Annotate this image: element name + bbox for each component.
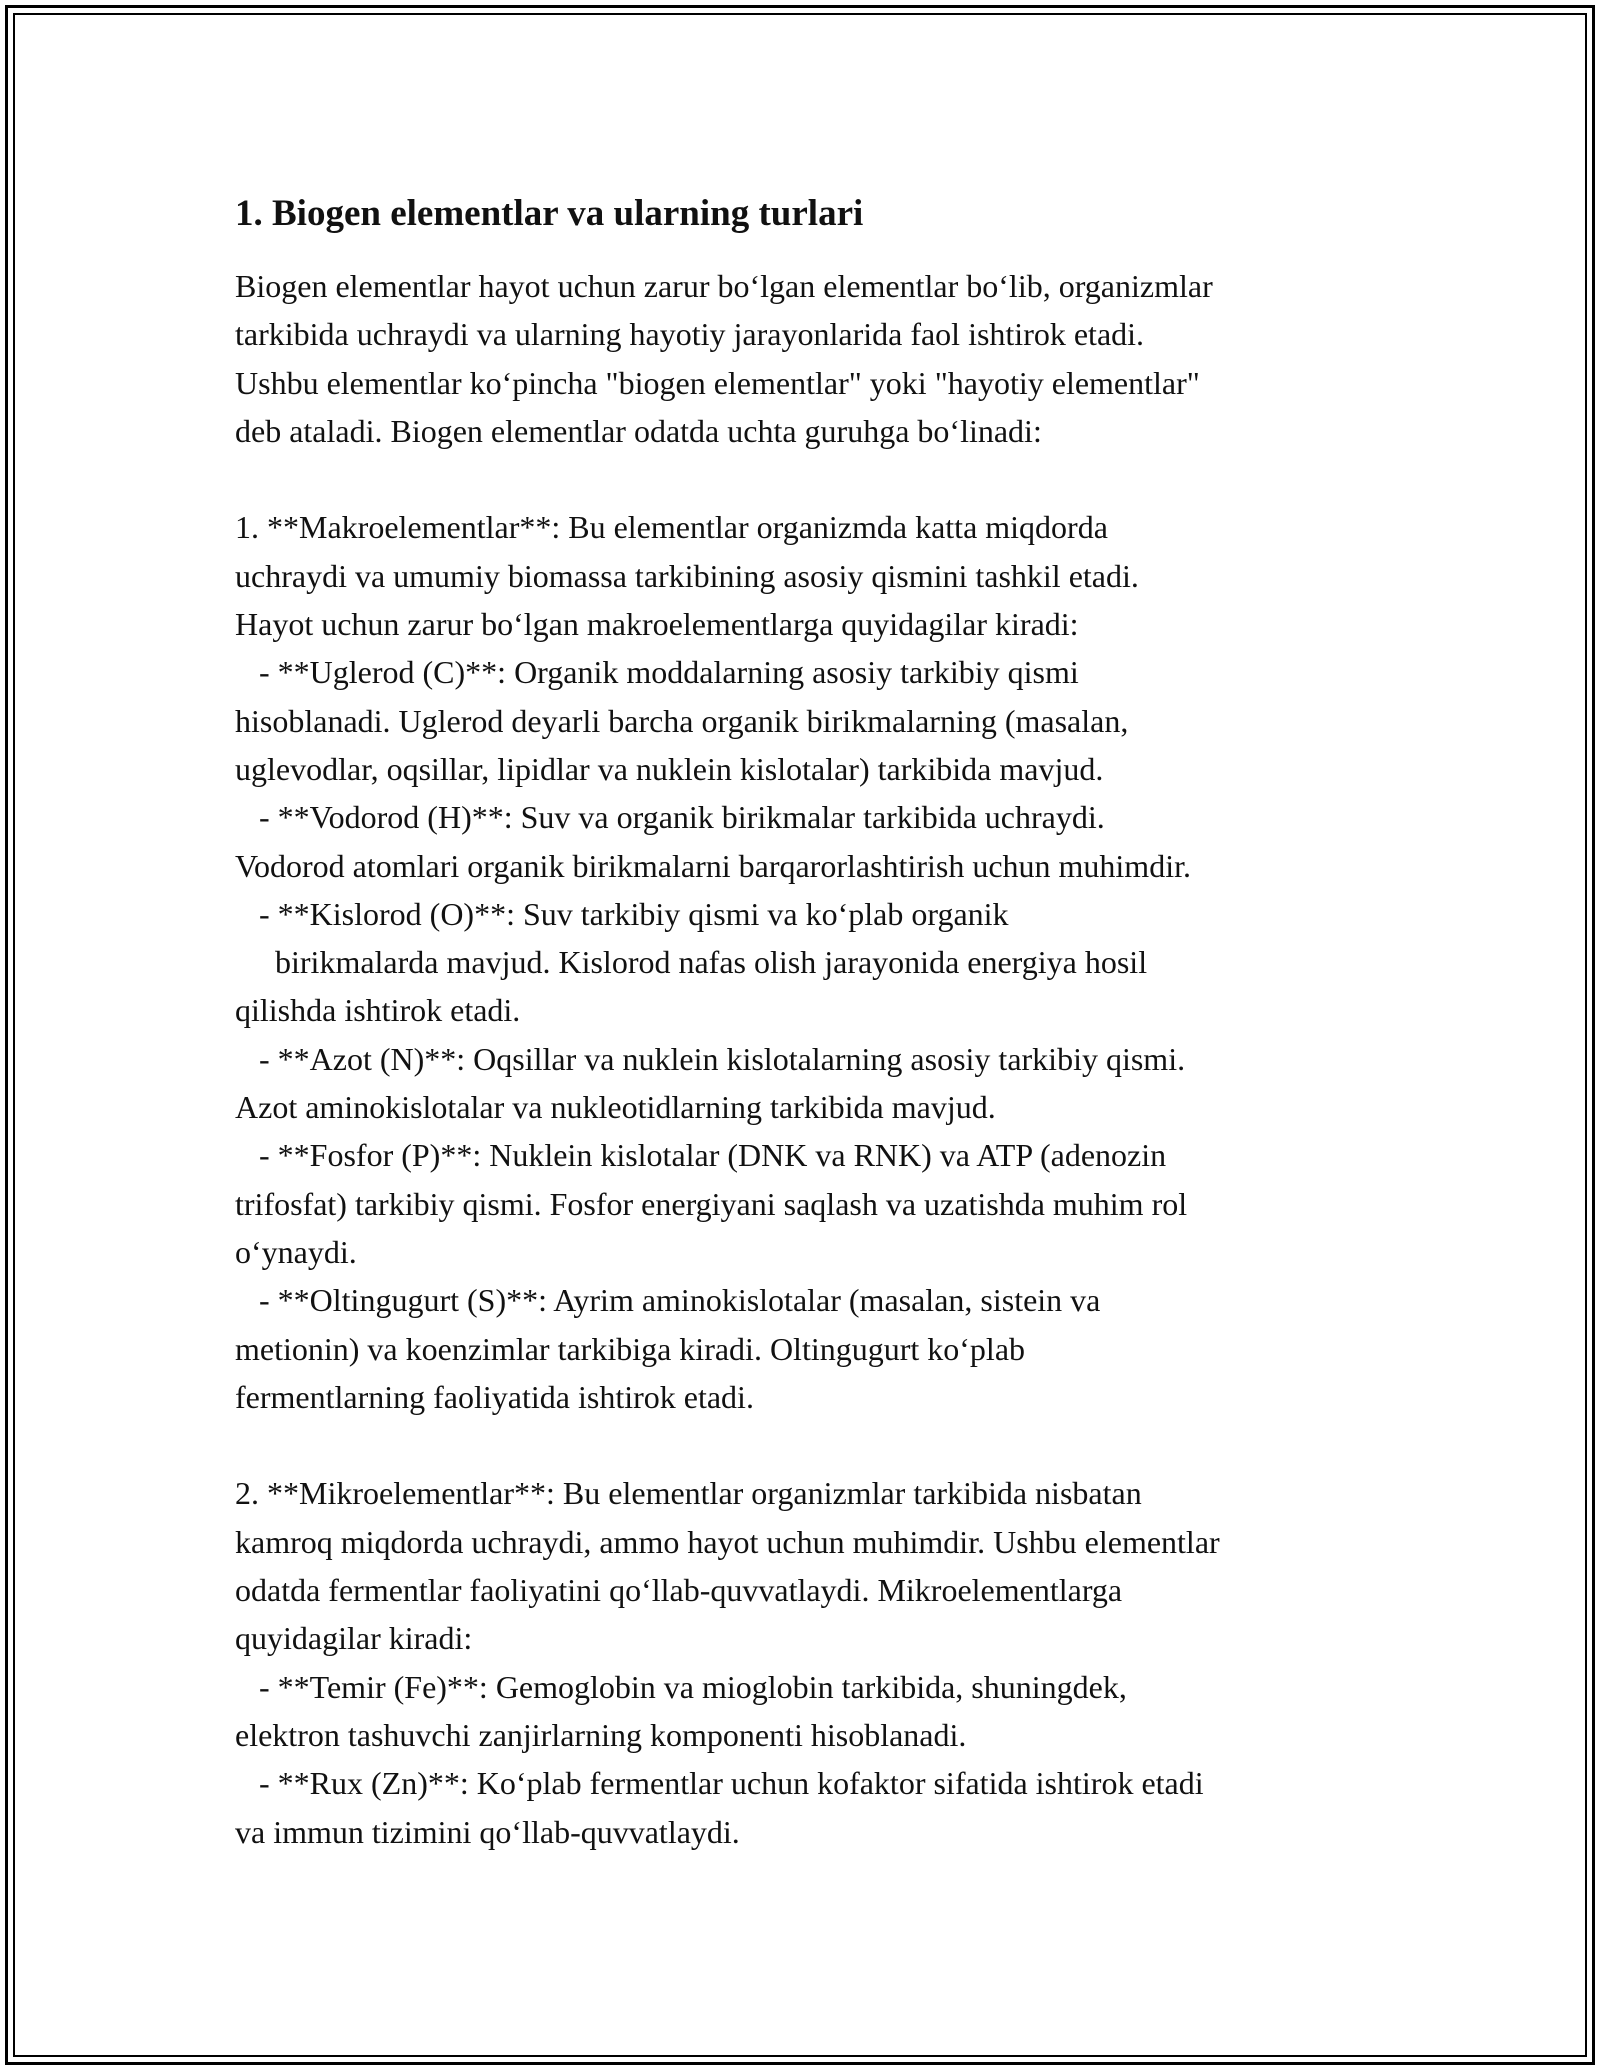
text-line: elektron tashuvchi zanjirlarning komponenti hisoblanadi. <box>235 1716 967 1753</box>
text-line: 1. **Makroelementlar**: Bu elementlar organizmda katta miqdorda <box>235 509 1108 546</box>
section-heading: 1. Biogen elementlar va ularning turlari <box>235 193 864 234</box>
text-line: - **Vodorod (H)**: Suv va organik birikmalar tarkibida uchraydi. <box>235 799 1105 836</box>
text-line: 2. **Mikroelementlar**: Bu elementlar organizmlar tarkibida nisbatan <box>235 1475 1142 1512</box>
blank-line <box>235 1421 1385 1469</box>
text-line: - **Kislorod (O)**: Suv tarkibiy qismi va koʻplab organik <box>235 895 1009 932</box>
text-line: Ushbu elementlar koʻpincha "biogen elementlar" yoki "hayotiy elementlar" <box>235 364 1200 401</box>
text-line: - **Oltingugurt (S)**: Ayrim aminokislotalar (masalan, sistein va <box>235 1282 1101 1319</box>
text-line: Vodorod atomlari organik birikmalarni barqarorlashtirish uchun muhimdir. <box>235 847 1191 884</box>
text-line: - **Uglerod (C)**: Organik moddalarning asosiy tarkibiy qismi <box>235 654 1079 691</box>
text-line: va immun tizimini qoʻllab-quvvatlaydi. <box>235 1813 740 1850</box>
text-line: uglevodlar, oqsillar, lipidlar va nuklein kislotalar) tarkibida mavjud. <box>235 750 1104 787</box>
text-line: metionin) va koenzimlar tarkibiga kiradi. Oltingugurt koʻplab <box>235 1330 1026 1367</box>
text-line: birikmalarda mavjud. Kislorod nafas olish jarayonida energiya hosil <box>235 944 1148 981</box>
text-line: qilishda ishtirok etadi. <box>235 992 521 1029</box>
text-line: deb ataladi. Biogen elementlar odatda uchta guruhga boʻlinadi: <box>235 412 1042 449</box>
text-line: - **Rux (Zn)**: Koʻplab fermentlar uchun kofaktor sifatida ishtirok etadi <box>235 1765 1204 1802</box>
text-line: odatda fermentlar faoliyatini qoʻllab-quvvatlaydi. Mikroelementlarga <box>235 1572 1123 1609</box>
document-body <box>235 262 1385 1856</box>
text-line: Biogen elementlar hayot uchun zarur boʻlgan elementlar boʻlib, organizmlar <box>235 268 1213 304</box>
text-line: uchraydi va umumiy biomassa tarkibining asosiy qismini tashkil etadi. <box>235 557 1139 594</box>
document-content <box>235 190 1385 1856</box>
text-line: tarkibida uchraydi va ularning hayotiy jarayonlarida faol ishtirok etadi. <box>235 316 1145 353</box>
text-line: Azot aminokislotalar va nukleotidlarning tarkibida mavjud. <box>235 1089 996 1126</box>
text-line: quyidagilar kiradi: <box>235 1620 473 1657</box>
text-line: oʻynaydi. <box>235 1233 357 1270</box>
text-line: - **Temir (Fe)**: Gemoglobin va mioglobin tarkibida, shuningdek, <box>235 1668 1127 1705</box>
text-line: - **Azot (N)**: Oqsillar va nuklein kislotalarning asosiy tarkibiy qismi. <box>235 1040 1186 1077</box>
text-line: - **Fosfor (P)**: Nuklein kislotalar (DNK va RNK) va ATP (adenozin <box>235 1137 1167 1174</box>
text-line: fermentlarning faoliyatida ishtirok etadi. <box>235 1378 754 1415</box>
text-line: hisoblanadi. Uglerod deyarli barcha organik birikmalarning (masalan, <box>235 702 1129 739</box>
text-line: kamroq miqdorda uchraydi, ammo hayot uchun muhimdir. Ushbu elementlar <box>235 1523 1220 1560</box>
text-line: trifosfat) tarkibiy qismi. Fosfor energiyani saqlash va uzatishda muhim rol <box>235 1185 1188 1222</box>
blank-line <box>235 455 1385 503</box>
text-line: Hayot uchun zarur boʻlgan makroelementlarga quyidagilar kiradi: <box>235 606 1079 643</box>
